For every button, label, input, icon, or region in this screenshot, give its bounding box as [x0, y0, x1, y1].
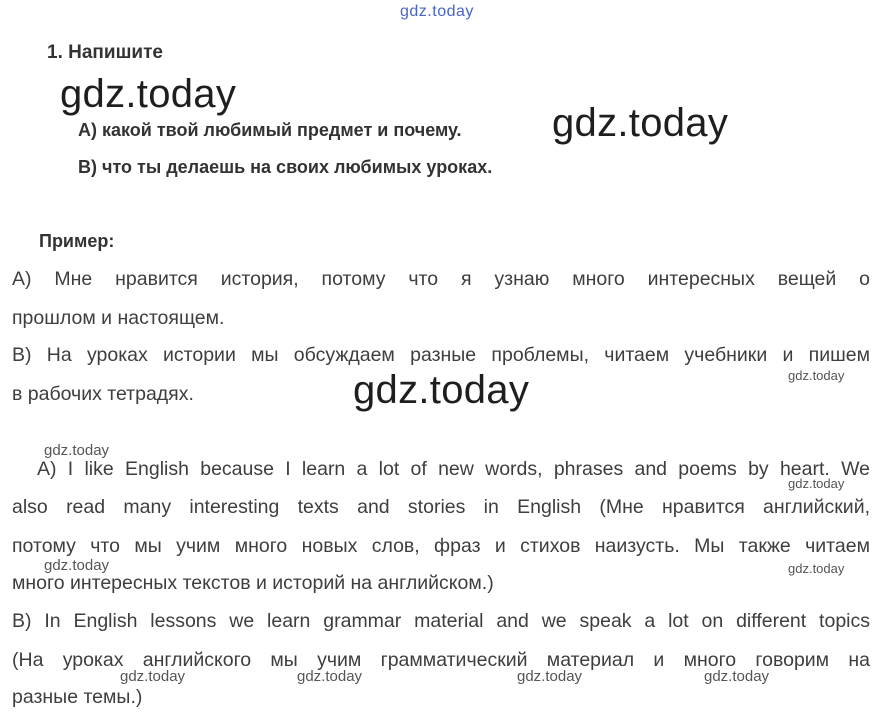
- task-title: 1. Напишите: [47, 42, 163, 63]
- example-a-line: прошлом и настоящем.: [12, 307, 225, 329]
- task-item-b: В) что ты делаешь на своих любимых уроках.: [78, 157, 493, 177]
- english-b-line: разные темы.): [12, 686, 143, 708]
- english-a-line: потому что мы учим много новых слов, фраз и стихов наизусть. Мы также читаем: [12, 535, 870, 557]
- example-b-line: в рабочих тетрадях.: [12, 383, 194, 405]
- english-a-line: много интересных текстов и историй на английском.): [12, 572, 494, 594]
- watermark-small: gdz.today: [297, 668, 363, 685]
- watermark-small: gdz.today: [704, 668, 770, 685]
- watermark-small: gdz.today: [120, 668, 186, 685]
- task-item-a: А) какой твой любимый предмет и почему.: [78, 120, 462, 140]
- watermark-small: gdz.today: [788, 561, 845, 576]
- watermark-small: gdz.today: [517, 668, 583, 685]
- watermark-large: gdz.today: [552, 101, 729, 145]
- english-a-line: also read many interesting texts and stories in English (Мне нравится английский,: [12, 496, 870, 518]
- watermark-small: gdz.today: [44, 557, 110, 574]
- watermark-small: gdz.today: [44, 442, 110, 459]
- watermark-small: gdz.today: [788, 368, 845, 383]
- example-heading: Пример:: [39, 231, 115, 251]
- watermark-large: gdz.today: [353, 368, 530, 412]
- watermark-small: gdz.today: [788, 476, 845, 491]
- example-b-line: В) На уроках истории мы обсуждаем разные проблемы, читаем учебники и пишем: [12, 344, 870, 366]
- example-a-line: А) Мне нравится история, потому что я узнаю много интересных вещей о: [12, 268, 870, 290]
- english-b-line: (На уроках английского мы учим грамматический материал и много говорим на: [12, 649, 870, 671]
- watermark-large: gdz.today: [60, 72, 237, 116]
- english-a-line: A) I like English because I learn a lot of new words, phrases and poems by heart. We: [37, 458, 870, 480]
- watermark-top: gdz.today: [400, 3, 474, 20]
- english-b-line: B) In English lessons we learn grammar material and we speak a lot on different topics: [12, 610, 870, 632]
